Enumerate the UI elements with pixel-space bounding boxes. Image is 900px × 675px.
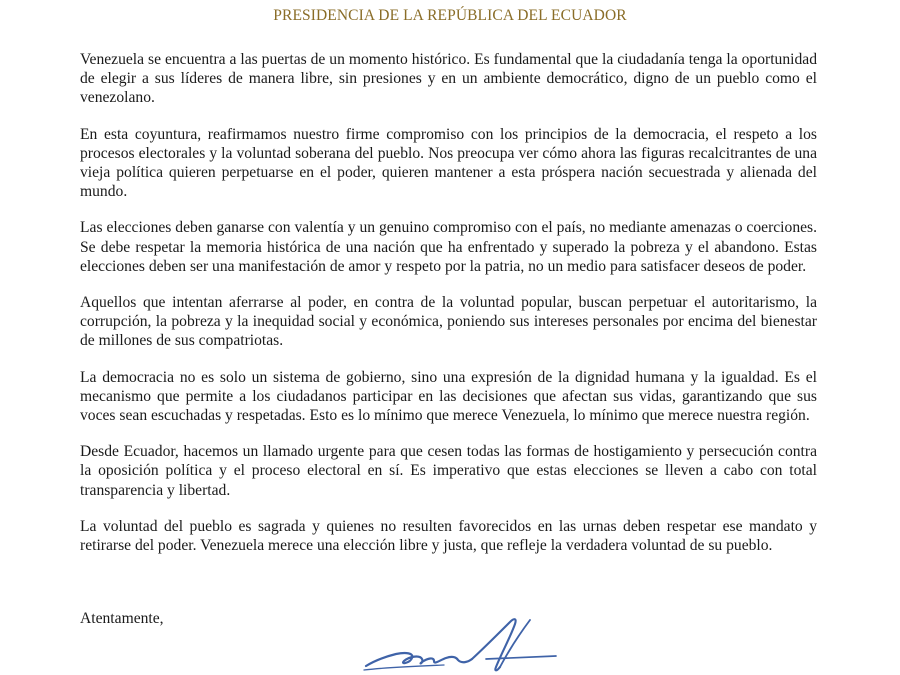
signature-stroke-underline	[364, 665, 444, 670]
letter-body	[80, 50, 817, 572]
letterhead-title: PRESIDENCIA DE LA REPÚBLICA DEL ECUADOR	[273, 7, 627, 24]
signature-stroke-main	[366, 653, 472, 666]
paragraph-5: La democracia no es solo un sistema de gobierno, sino una expresión de la dignidad humana y la igualdad. Es el mecanismo que permite a los ciudadanos participar en las decisiones que afectan sus vidas, garantizando que sus voces sean escuchadas y respetadas. Esto es lo mínimo que merece Venezuela, lo mínimo que merece nuestra región.	[80, 368, 817, 425]
paragraph-4: Aquellos que intentan aferrarse al poder, en contra de la voluntad popular, buscan perpetuar el autoritarismo, la corrupción, la pobreza y la inequidad social y económica, poniendo sus intereses personales por encima del bienestar de millones de sus compatriotas.	[80, 294, 817, 350]
signature-stroke-tail	[486, 656, 556, 659]
paragraph-3: Las elecciones deben ganarse con valentía y un genuino compromiso con el país, no mediante amenazas o coerciones. Se debe respetar la memoria histórica de una nación que ha enfrentado y superado la pobreza y el abandono. Estas elecciones deben ser una manifestación de amor y respeto por la patria, no un medio para satisfacer deseos de poder.	[80, 219, 817, 275]
paragraph-2: En esta coyuntura, reafirmamos nuestro firme compromiso con los principios de la democracia, el respeto a los procesos electorales y la voluntad soberana del pueblo. Nos preocupa ver cómo ahora las figuras recalcitrantes de una vieja política quieren perpetuarse en el poder, quieren mantener a esta próspera nación secuestrada y alienada del mundo.	[80, 125, 817, 201]
signature-stroke-tall	[472, 619, 516, 670]
paragraph-7: La voluntad del pueblo es sagrada y quienes no resulten favorecidos en las urnas deben respetar ese mandato y retirarse del poder. Venezuela merece una elección libre y justa, que refleje la verdadera voluntad de su pueblo.	[80, 517, 817, 555]
paragraph-6: Desde Ecuador, hacemos un llamado urgente para que cesen todas las formas de hostigamiento y persecución contra la oposición política y el proceso electoral en sí. Es imperativo que estas elecciones se lleven a cabo con total transparencia y libertad.	[80, 443, 817, 499]
closing-salutation: Atentamente,	[80, 610, 164, 627]
handwritten-signature	[360, 612, 560, 675]
paragraph-1: Venezuela se encuentra a las puertas de un momento histórico. Es fundamental que la ciudadanía tenga la oportunidad de elegir a sus líderes de manera libre, sin presiones y en un ambiente democrático, digno de un pueblo como el venezolano.	[80, 51, 817, 107]
